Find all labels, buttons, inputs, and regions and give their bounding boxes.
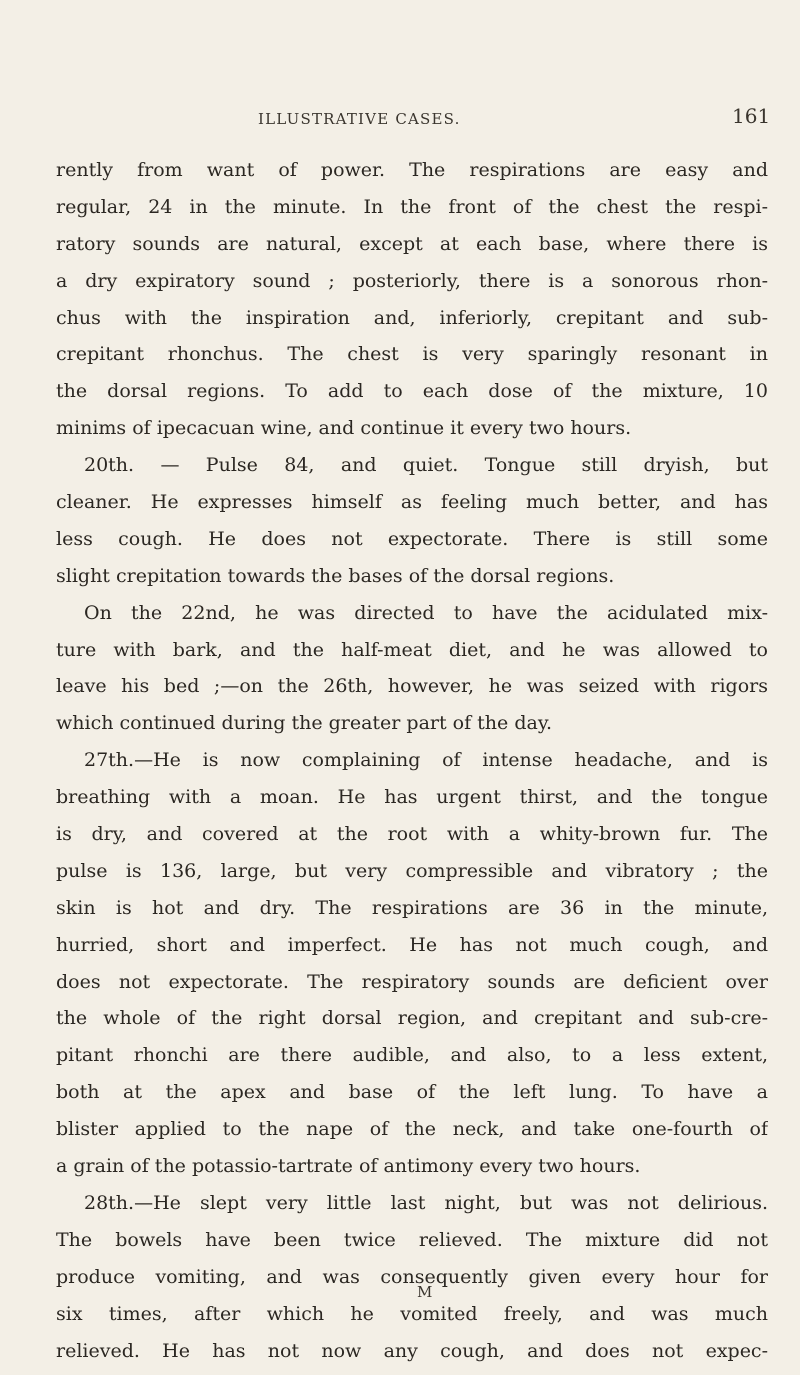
text-line: minims of ipecacuan wine, and continue it every two hours. [56,417,632,440]
text-line: leave his bed ;—on the 26th, however, he was seized with rigors [56,675,768,698]
text-line: blister applied to the nape of the neck, and take one-fourth of [56,1118,768,1141]
text-line: 20th. — Pulse 84, and quiet. Tongue still dryish, but [84,454,768,477]
text-line: a grain of the potassio-tartrate of antimony every two hours. [56,1155,641,1178]
text-line: the dorsal regions. To add to each dose of the mixture, 10 [56,380,768,403]
body-text [56,152,768,1369]
text-line: does not expectorate. The respiratory sounds are deficient over [56,970,768,993]
text-line: 28th.—He slept very little last night, but was not delirious. [84,1191,768,1214]
text-line: skin is hot and dry. The respirations are 36 in the minute, [56,896,768,919]
text-line: 27th.—He is now complaining of intense headache, and is [84,749,768,772]
running-head: ILLUSTRATIVE CASES. [258,110,461,128]
text-line: ratory sounds are natural, except at each base, where there is [56,232,768,255]
text-line: breathing with a moan. He has urgent thirst, and the tongue [56,786,768,809]
text-line: less cough. He does not expectorate. There is still some [56,527,768,550]
text-line: slight crepitation towards the bases of the dorsal regions. [56,564,615,587]
text-line: cleaner. He expresses himself as feeling much better, and has [56,491,768,514]
text-line: regular, 24 in the minute. In the front of the chest the respi- [56,195,768,218]
text-line: ture with bark, and the half-meat diet, and he was allowed to [56,638,768,661]
page-number: 161 [732,104,771,128]
text-line: which continued during the greater part of the day. [56,712,553,735]
text-line: pitant rhonchi are there audible, and also, to a less extent, [56,1044,768,1067]
text-line: On the 22nd, he was directed to have the acidulated mix- [84,601,768,624]
text-line: rently from want of power. The respirations are easy and [56,159,768,181]
text-line: hurried, short and imperfect. He has not much cough, and [56,933,768,956]
text-line: is dry, and covered at the root with a whity-brown fur. The [56,823,768,846]
text-line: produce vomiting, and was consequently given every hour for [56,1265,768,1288]
text-line: a dry expiratory sound ; posteriorly, there is a sonorous rhon- [56,269,768,292]
text-line: the whole of the right dorsal region, and crepitant and sub-cre- [56,1007,768,1030]
text-line: six times, after which he vomited freely, and was much [56,1302,768,1325]
text-line: relieved. He has not now any cough, and does not expec- [56,1339,768,1362]
text-line: pulse is 136, large, but very compressible and vibratory ; the [56,859,768,882]
text-line: crepitant rhonchus. The chest is very sparingly resonant in [56,343,768,366]
text-line: chus with the inspiration and, inferiorly, crepitant and sub- [56,306,768,329]
signature-mark: M [417,1283,433,1301]
text-line: The bowels have been twice relieved. The mixture did not [56,1228,768,1251]
text-line: both at the apex and base of the left lung. To have a [56,1081,768,1104]
